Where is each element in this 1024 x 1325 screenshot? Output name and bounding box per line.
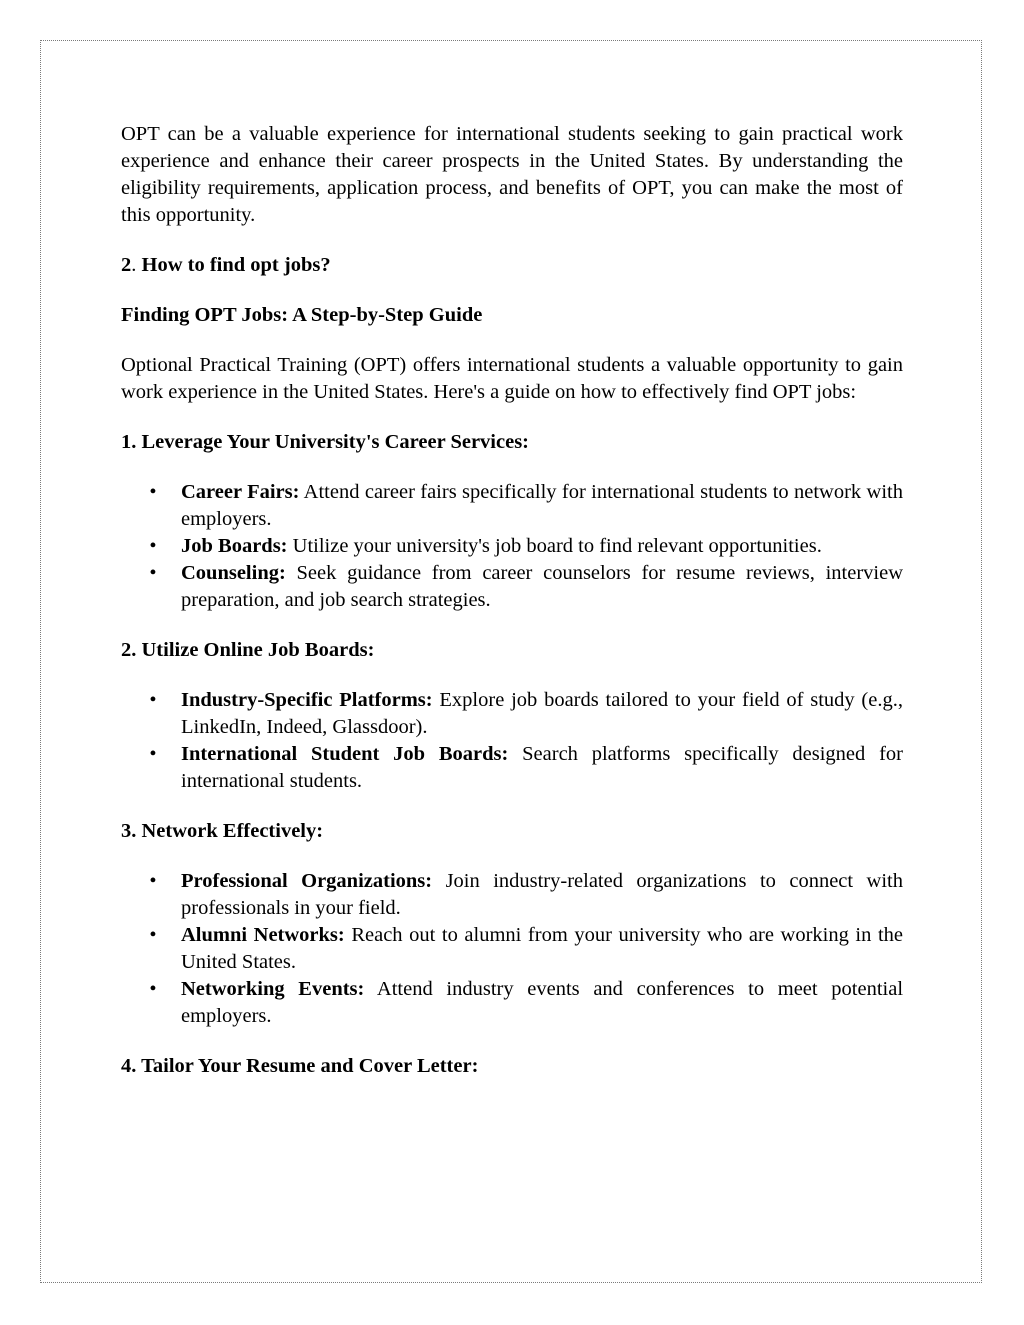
intro-paragraph: OPT can be a valuable experience for international students seeking to gain practical work experience and enhance their career prospects in the United States. By understanding the eligibility requirements, application process, and benefits of OPT, you can make the most of this opportunity. — [121, 123, 903, 226]
item-text: Search platforms specifically designed for international students. — [181, 743, 903, 792]
document-body — [121, 121, 903, 1103]
bullet-list — [121, 687, 903, 795]
list-item — [121, 741, 903, 795]
item-term: Professional Organizations: — [181, 870, 433, 892]
item-text: Join industry-related organizations to connect with professionals in your field. — [181, 870, 903, 919]
bullet-list — [121, 868, 903, 1030]
bullet-icon: • — [149, 924, 157, 946]
bullet-icon: • — [149, 978, 157, 1000]
question-separator: . — [131, 254, 137, 276]
item-term: International Student Job Boards: — [181, 743, 509, 765]
item-term: Industry-Specific Platforms: — [181, 689, 433, 711]
item-term: Alumni Networks: — [181, 924, 345, 946]
bullet-icon: • — [149, 535, 157, 557]
list-item — [121, 479, 903, 533]
item-term: Career Fairs: — [181, 481, 300, 503]
bullet-icon: • — [149, 689, 157, 711]
section-heading: 4. Tailor Your Resume and Cover Letter: — [121, 1055, 479, 1077]
question-text: How to find opt jobs? — [136, 254, 331, 276]
list-item — [121, 560, 903, 614]
guide-subtitle: Finding OPT Jobs: A Step-by-Step Guide — [121, 304, 483, 326]
list-item — [121, 922, 903, 976]
item-text: Utilize your university's job board to find relevant opportunities. — [287, 535, 822, 557]
section-heading: 1. Leverage Your University's Career Services: — [121, 431, 529, 453]
item-text: Seek guidance from career counselors for resume reviews, interview preparation, and job search strategies. — [181, 562, 903, 611]
item-term: Job Boards: — [181, 535, 288, 557]
item-term: Networking Events: — [181, 978, 365, 1000]
question-heading — [121, 252, 903, 279]
list-item — [121, 533, 903, 560]
list-item — [121, 868, 903, 922]
section-heading: 2. Utilize Online Job Boards: — [121, 639, 375, 661]
list-item — [121, 976, 903, 1030]
item-text: Reach out to alumni from your university who are working in the United States. — [181, 924, 904, 973]
section-heading: 3. Network Effectively: — [121, 820, 324, 842]
bullet-list — [121, 479, 903, 614]
list-item — [121, 687, 903, 741]
bullet-icon: • — [149, 743, 157, 765]
question-number: 2 — [121, 254, 132, 276]
item-text: Attend career fairs specifically for international students to network with employers. — [181, 481, 903, 530]
lead-paragraph: Optional Practical Training (OPT) offers international students a valuable opportunity to gain work experience in the United States. Here's a guide on how to effectively find OPT jobs: — [121, 354, 903, 403]
item-text: Attend industry events and conferences to meet potential employers. — [181, 978, 904, 1027]
bullet-icon: • — [149, 870, 157, 892]
bullet-icon: • — [149, 562, 157, 584]
bullet-icon: • — [149, 481, 157, 503]
item-term: Counseling: — [181, 562, 286, 584]
item-text: Explore job boards tailored to your field of study (e.g., LinkedIn, Indeed, Glassdoor). — [181, 689, 903, 738]
